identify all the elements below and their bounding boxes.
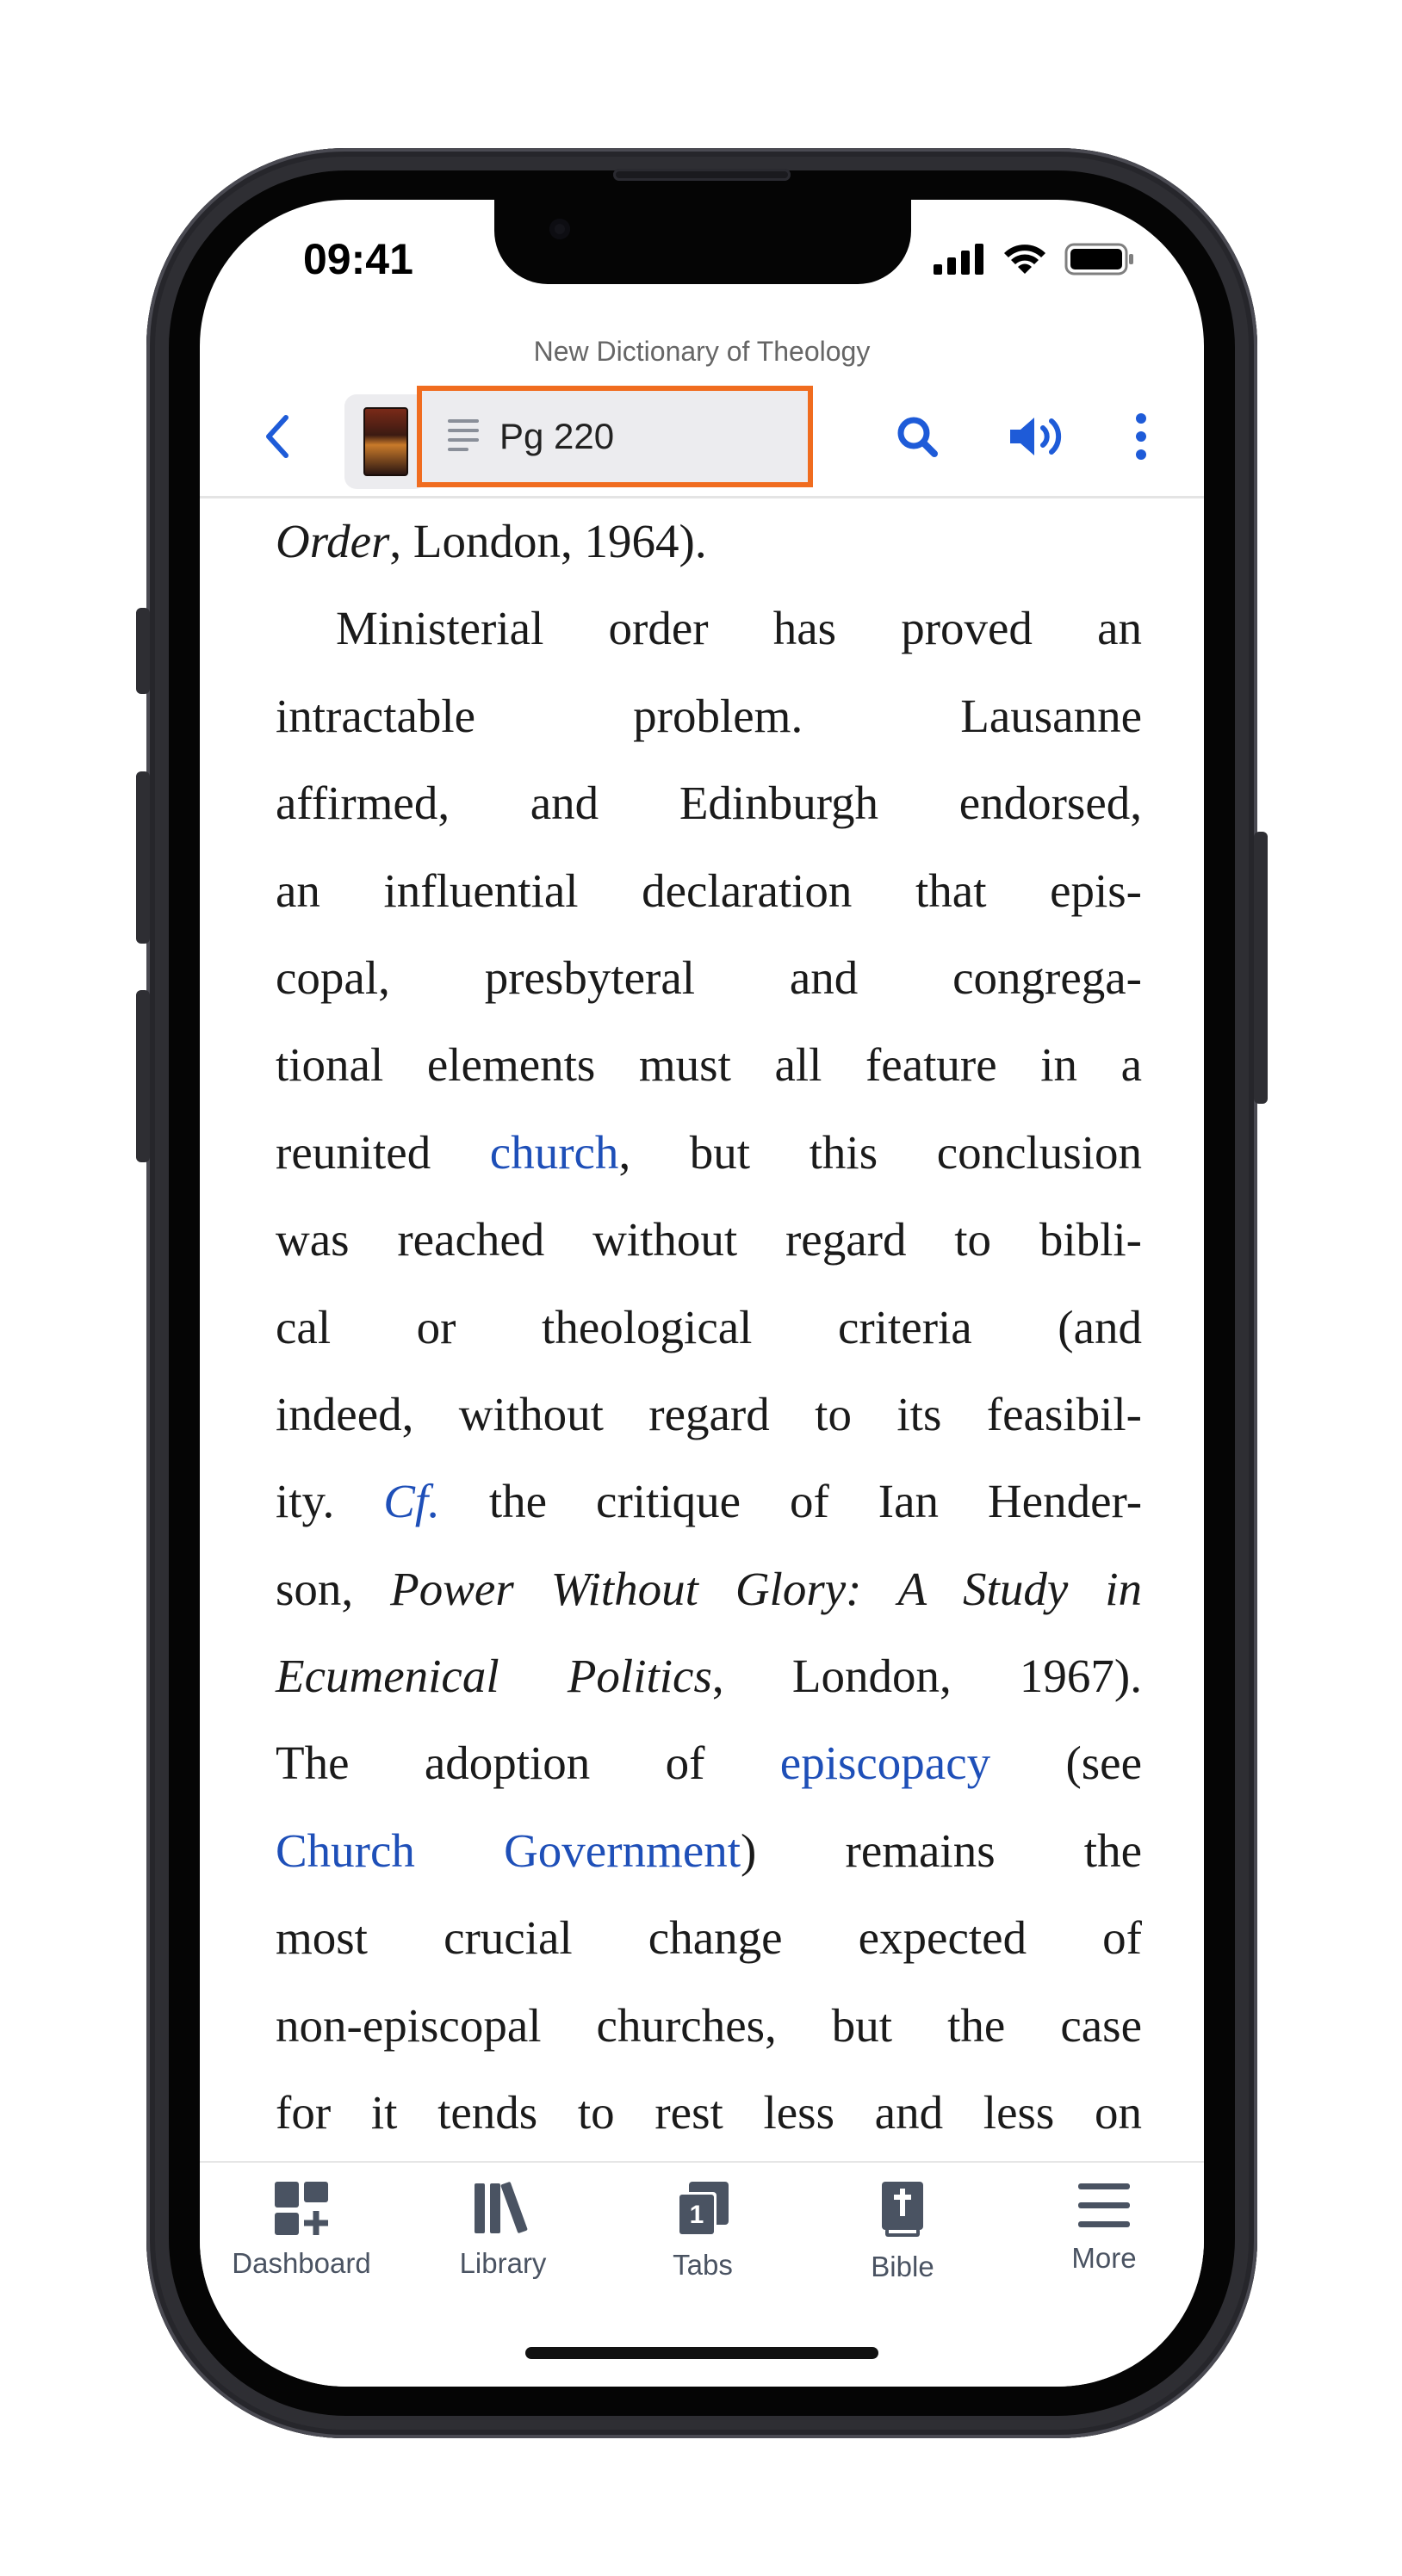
text-line: tional elements must all feature in a	[276, 1038, 1142, 1092]
text-line: was reached without regard to bibli-	[276, 1213, 1142, 1266]
text-line	[276, 1545, 1142, 1632]
text-line	[276, 1807, 1142, 1894]
link-episcopacy[interactable]: episcopacy	[779, 1737, 991, 1790]
mute-switch	[136, 608, 150, 694]
tab-label: More	[1071, 2242, 1137, 2274]
tab-bible[interactable]	[816, 2182, 989, 2283]
menu-icon	[1078, 2182, 1130, 2230]
text-span: The adoption of	[276, 1737, 705, 1790]
text-line: an influential declaration that epis-	[276, 864, 1142, 917]
text-span: , London, 1967).	[711, 1650, 1142, 1703]
tabs-icon	[677, 2182, 729, 2237]
link-church-government[interactable]: Church Government	[276, 1824, 741, 1877]
bible-icon	[882, 2182, 923, 2239]
text-line: most crucial change expected of	[276, 1911, 1142, 1965]
phone-screen	[200, 200, 1204, 2387]
text-line	[276, 1719, 1142, 1806]
cellular-signal-icon	[934, 244, 985, 275]
more-options-button[interactable]	[1111, 406, 1171, 467]
text-span: reunited	[276, 1125, 431, 1179]
chevron-left-icon	[262, 412, 293, 461]
library-icon	[475, 2182, 531, 2235]
back-button[interactable]	[251, 406, 303, 467]
tab-label: Bible	[871, 2251, 934, 2282]
text-line: cal or theological criteria (and	[276, 1300, 1142, 1353]
text-line: indeed, without regard to its feasibil-	[276, 1387, 1142, 1440]
text-line: for it tends to rest less and less on	[276, 2086, 1142, 2139]
tab-label: Tabs	[673, 2249, 733, 2281]
reader-toolbar	[200, 381, 1204, 498]
text-line: copal, presbyteral and congrega-	[276, 951, 1142, 1004]
earpiece-speaker	[613, 169, 791, 181]
text-span: (see	[1065, 1737, 1142, 1790]
home-indicator[interactable]	[525, 2347, 878, 2359]
tab-tabs[interactable]	[617, 2182, 789, 2282]
link-cf[interactable]: Cf.	[383, 1475, 440, 1528]
text-line: intractable problem. Lausanne	[276, 689, 1142, 742]
vertical-ellipsis-icon	[1134, 412, 1148, 461]
front-camera	[549, 219, 570, 239]
status-time: 09:41	[303, 235, 413, 283]
text-line: affirmed, and Edinburgh endorsed,	[276, 777, 1142, 830]
tab-label: Library	[459, 2247, 547, 2279]
notch	[494, 200, 911, 284]
italic-text: Ecumenical Politics	[276, 1650, 712, 1703]
text-line	[276, 1458, 1142, 1545]
dashboard-icon	[275, 2182, 328, 2235]
volume-up-button	[136, 771, 150, 944]
italic-text: Power Without Glory: A Study in	[390, 1562, 1142, 1615]
book-cover-thumbnail	[363, 407, 408, 476]
book-title: New Dictionary of Theology	[533, 336, 871, 367]
page-number-label: Pg 220	[499, 416, 615, 456]
link-church[interactable]: church	[489, 1125, 619, 1179]
text-span: ) remains the	[741, 1824, 1142, 1877]
search-icon	[896, 415, 939, 458]
text-span: ity.	[276, 1475, 335, 1528]
text-span: the critique of Ian Hender-	[488, 1475, 1143, 1528]
search-button[interactable]	[887, 406, 947, 467]
tab-dashboard[interactable]	[215, 2182, 388, 2280]
battery-icon	[1064, 243, 1135, 276]
tab-library[interactable]	[417, 2182, 589, 2280]
power-button	[1254, 832, 1268, 1104]
text-line: non-episcopal churches, but the case	[276, 1998, 1142, 2052]
read-aloud-button[interactable]	[1008, 406, 1068, 467]
text-line	[276, 1632, 1142, 1719]
text-span: , London, 1964).	[389, 515, 707, 567]
article-text	[276, 498, 1142, 2156]
speaker-icon	[1008, 414, 1067, 459]
tab-more[interactable]	[1018, 2182, 1190, 2275]
text-line: Ministerial order has proved an	[336, 602, 1142, 655]
list-icon	[448, 418, 481, 455]
tab-label: Dashboard	[232, 2247, 371, 2279]
text-span: , but this conclusion	[618, 1125, 1142, 1179]
status-icons	[934, 243, 1135, 276]
page-navigation-field[interactable]	[417, 386, 813, 487]
text-line	[276, 1109, 1142, 1196]
text-line	[276, 498, 1142, 585]
svg-text:1: 1	[689, 2201, 704, 2229]
wifi-icon	[1002, 243, 1047, 276]
italic-text: Order	[276, 515, 390, 567]
volume-down-button	[136, 990, 150, 1162]
book-cover-button[interactable]	[344, 394, 427, 489]
text-span: son,	[276, 1562, 354, 1615]
